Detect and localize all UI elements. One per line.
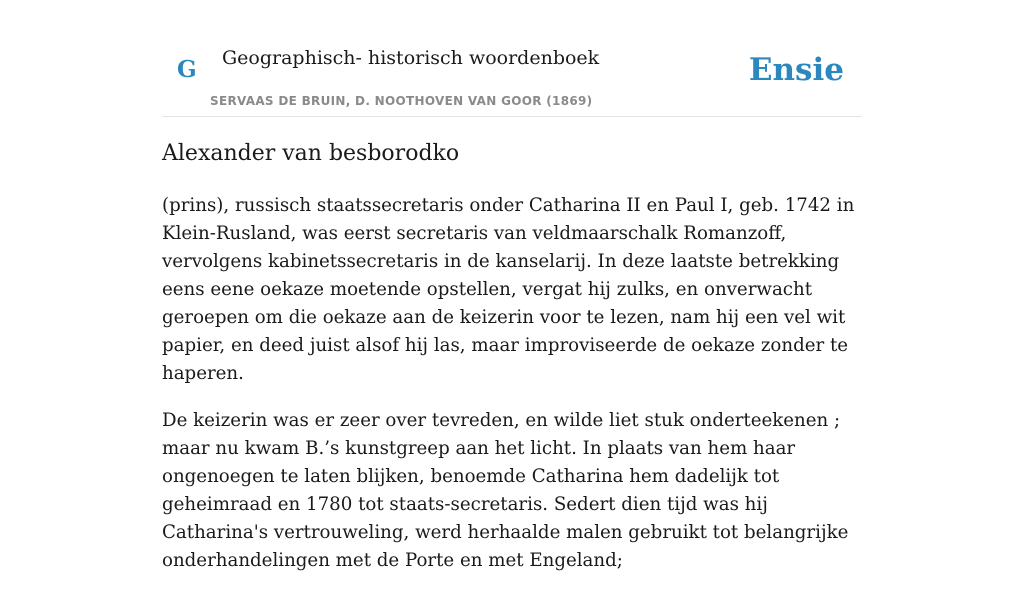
entry-title: Alexander van besborodko bbox=[162, 141, 460, 166]
book-letter-icon[interactable]: G bbox=[177, 56, 197, 83]
entry-paragraph: De keizerin was er zeer over tevreden, en wilde liet stuk onderteekenen ; maar nu kwam B.’s kunstgreep aan het licht. In plaats van hem haar ongenoegen te laten blijken, benoemde Catharina hem dadelijk tot geheimraad en 1780 tot staats-secretaris. Sedert dien tijd was hij Catharina's vertrouweling, werd herhaalde malen gebruikt tot belangrijke onderhandelingen met de Porte en met Engeland; bbox=[162, 410, 849, 571]
book-header bbox=[162, 0, 862, 117]
ensie-logo-link[interactable]: Ensie bbox=[748, 52, 844, 88]
book-authors-year: SERVAAS DE BRUIN, D. NOOTHOVEN VAN GOOR (1869) bbox=[210, 94, 593, 108]
entry-body bbox=[162, 192, 862, 594]
book-title-link[interactable]: Geographisch- historisch woordenboek bbox=[222, 47, 600, 69]
entry-paragraph: (prins), russisch staatssecretaris onder Catharina II en Paul I, geb. 1742 in Klein-Rusland, was eerst secretaris van veldmaarschalk Romanzoff, vervolgens kabinetssecretaris in de kanselarij. In deze laatste betrekking eens eene oekaze moetende opstellen, vergat hij zulks, en onverwacht geroepen om die oekaze aan de keizerin voor te lezen, nam hij een vel wit papier, en deed juist alsof hij las, maar improviseerde de oekaze zonder te haperen. bbox=[162, 195, 855, 384]
